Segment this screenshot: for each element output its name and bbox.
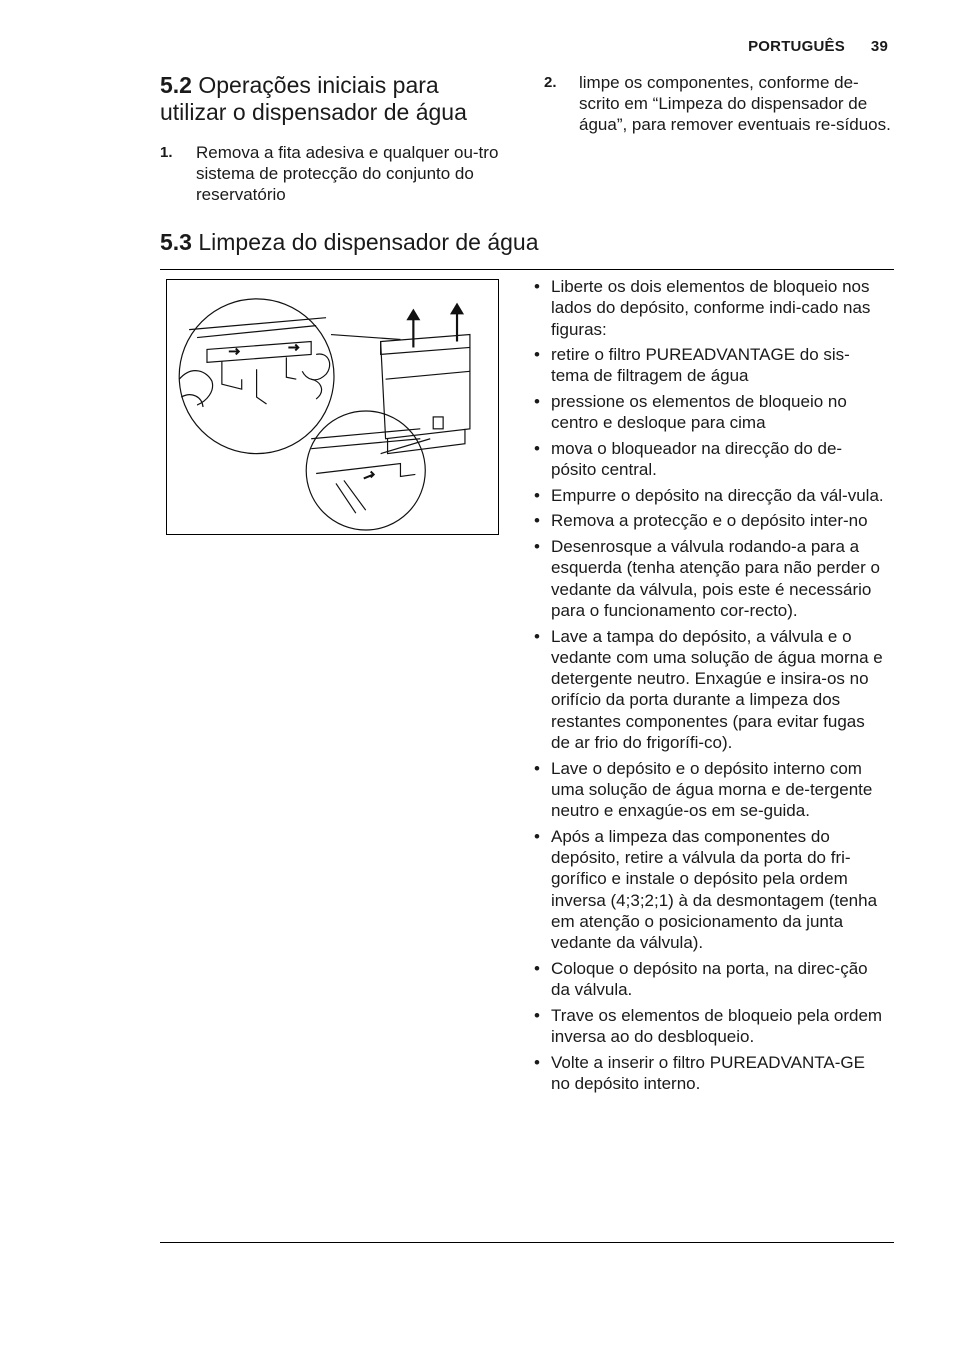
section-divider-bottom bbox=[160, 1242, 894, 1243]
header-language: PORTUGUÊS bbox=[748, 38, 845, 55]
section-5-3-number: 5.3 bbox=[160, 229, 192, 255]
list-item-text: Coloque o depósito na porta, na direc-ção da válvula. bbox=[551, 958, 868, 1000]
list-item-text: retire o filtro PUREADVANTAGE do sis-tema de filtragem de água bbox=[551, 345, 850, 386]
step-1-number: 1. bbox=[160, 144, 173, 161]
section-5-3-heading bbox=[160, 229, 760, 256]
list-item-text: Lave o depósito e o depósito interno com uma solução de água morna e de-tergente neutro e enxagúe-os em se-guida. bbox=[551, 758, 873, 821]
step-2-number: 2. bbox=[544, 74, 557, 91]
section-5-2-number: 5.2 bbox=[160, 72, 192, 98]
list-item-text: Lave a tampa do depósito, a válvula e o vedante com uma solução de água morna e detergente neutro. Enxagúe e insira-os no orifício da porta durante a limpeza dos restantes componentes (para evitar fugas de ar frio do frigorífi-co). bbox=[551, 626, 883, 753]
list-item-text: Após a limpeza das componentes do depósito, retire a válvula da porta do fri-gorífico e instale o depósito pela ordem inversa (4;3;2;1) à da desmontagem (tenha em atenção o posicionamento da junta vedante da válvula). bbox=[551, 826, 878, 953]
bullet-icon: • bbox=[534, 277, 540, 296]
bullet-icon: • bbox=[534, 485, 540, 505]
list-item bbox=[534, 391, 886, 434]
section-5-3-title: Limpeza do dispensador de água bbox=[198, 229, 539, 255]
list-item bbox=[534, 276, 886, 340]
list-item-text: Empurre o depósito na direcção da vál-vula. bbox=[551, 485, 884, 505]
water-tank-release-icon bbox=[167, 280, 498, 534]
list-item bbox=[534, 626, 886, 754]
list-item bbox=[534, 536, 886, 621]
section-5-2-title: Operações iniciais para utilizar o dispensador de água bbox=[160, 72, 467, 125]
running-header bbox=[748, 38, 888, 55]
step-2-text: limpe os componentes, conforme de-scrito em “Limpeza do dispensador de água”, para remover eventuais re-síduos. bbox=[579, 73, 891, 134]
bullet-icon: • bbox=[534, 345, 540, 365]
bullet-icon: • bbox=[534, 958, 540, 978]
list-item bbox=[534, 1005, 886, 1048]
list-item bbox=[534, 344, 886, 387]
list-item-text: Volte a inserir o filtro PUREADVANTA-GE no depósito interno. bbox=[551, 1052, 865, 1093]
list-item bbox=[534, 485, 886, 506]
section-divider-top bbox=[160, 269, 894, 270]
list-item-text: mova o bloqueador na direcção do de-pósito central. bbox=[551, 438, 843, 480]
step-1 bbox=[160, 142, 512, 205]
list-item-text: Remova a protecção e o depósito inter-no bbox=[551, 511, 868, 531]
list-item bbox=[534, 1052, 886, 1095]
bullet-icon: • bbox=[534, 511, 540, 531]
bullet-icon: • bbox=[534, 1052, 540, 1072]
list-item bbox=[534, 438, 886, 481]
step-2 bbox=[544, 72, 892, 135]
section-5-2-heading bbox=[160, 72, 500, 126]
water-tank-figure bbox=[166, 279, 499, 535]
bullet-icon: • bbox=[534, 537, 540, 557]
list-item bbox=[534, 510, 886, 531]
bullet-icon: • bbox=[534, 626, 540, 646]
list-item-text: Liberte os dois elementos de bloqueio nos lados do depósito, conforme indi-cado nas figuras: bbox=[551, 277, 871, 339]
page-number: 39 bbox=[870, 38, 888, 55]
bullet-icon: • bbox=[534, 826, 540, 846]
list-item-text: pressione os elementos de bloqueio no centro e desloque para cima bbox=[551, 392, 847, 433]
list-item-text: Desenrosque a válvula rodando-a para a esquerda (tenha atenção para não perder o vedante da válvula, pois este é necessário para o funcionamento cor-recto). bbox=[551, 537, 880, 620]
bullet-icon: • bbox=[534, 1005, 540, 1025]
step-1-text: Remova a fita adesiva e qualquer ou-tro sistema de protecção do conjunto do reservatório bbox=[196, 143, 499, 204]
list-item bbox=[534, 758, 886, 822]
list-item-text: Trave os elementos de bloqueio pela ordem inversa ao do desbloqueio. bbox=[551, 1005, 883, 1047]
cleaning-steps-list bbox=[534, 276, 886, 1099]
bullet-icon: • bbox=[534, 758, 540, 778]
list-item bbox=[534, 958, 886, 1001]
bullet-icon: • bbox=[534, 438, 540, 458]
bullet-icon: • bbox=[534, 392, 540, 412]
list-item bbox=[534, 826, 886, 954]
